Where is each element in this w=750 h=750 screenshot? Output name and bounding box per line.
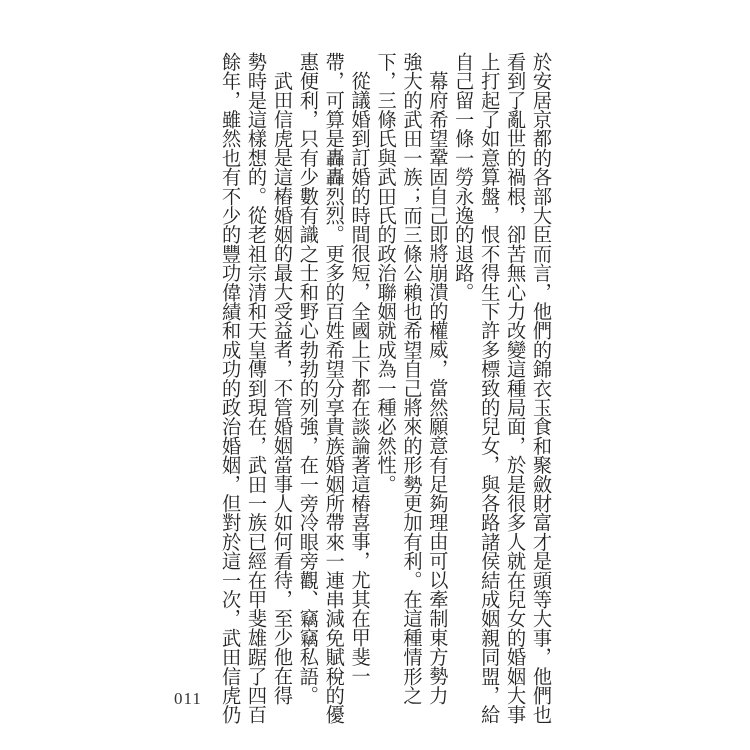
text-column: 於安居京都的各部大臣而言，他們的錦衣玉食和聚斂財富才是頭等大事，他們也 xyxy=(530,52,553,724)
text-column: 餘年，雖然也有不少的豐功偉績和成功的政治婚姻，但對於這一次，武田信虎仍 xyxy=(219,52,243,724)
text-column: 看到了亂世的禍根，卻苦無心力改變這種局面，於是很多人就在兒女的婚姻大事 xyxy=(504,52,528,724)
text-column: 帶，可算是轟轟烈烈。更多的百姓希望分享貴族婚姻所帶來一連串減免賦稅的優 xyxy=(322,52,346,724)
text-column: 強大的武田一族；而三條公賴也希望自己將來的形勢更加有利。在這種情形之 xyxy=(400,52,424,705)
text-column: 上打起了如意算盤，恨不得生下許多標致的兒女，與各路諸侯結成姻親同盟，給 xyxy=(478,52,502,724)
text-column: 惠便利，只有少數有識之士和野心勃勃的列強，在一旁冷眼旁觀、竊竊私語。 xyxy=(296,52,320,705)
text-column: 幕府希望鞏固自己即將崩潰的權威，當然願意有足夠理由可以牽制東方勢力 xyxy=(426,71,450,705)
text-column: 自己留一條一勞永逸的退路。 xyxy=(452,52,476,302)
text-column: 武田信虎是這樁婚姻的最大受益者，不管婚姻當事人如何看待，至少他在得 xyxy=(270,71,294,705)
page-number: 011 xyxy=(174,689,202,708)
text-column: 勢時是這樣想的。從老祖宗清和天皇傳到現在，武田一族已經在甲斐雄踞了四百 xyxy=(245,52,269,724)
text-column: 下，三條氏與武田氏的政治聯姻就成為一種必然性。 xyxy=(374,52,398,494)
text-column: 從議婚到訂婚的時間很短，全國上下都在談論著這樁喜事，尤其在甲斐一 xyxy=(348,71,372,686)
